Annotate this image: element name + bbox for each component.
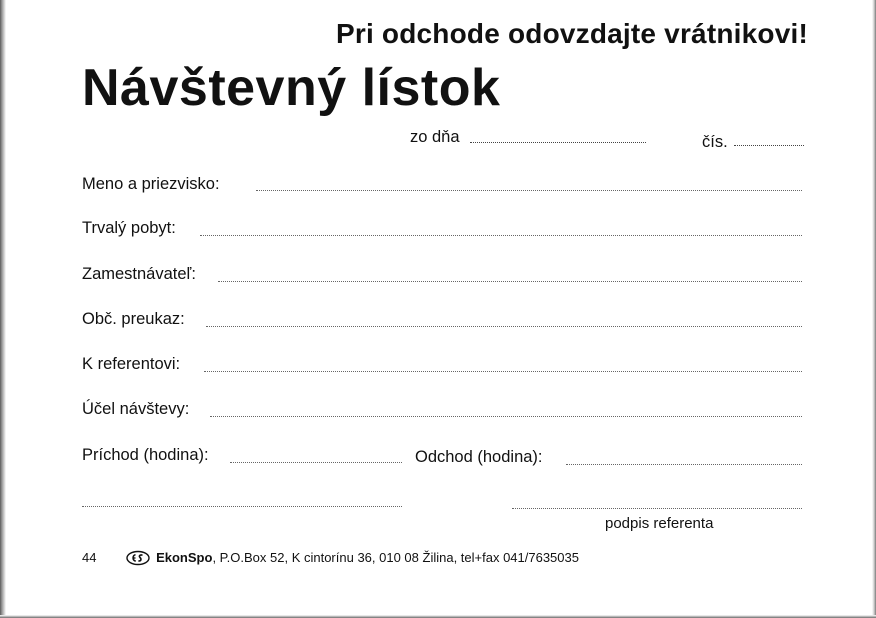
scan-edge-left [0,0,6,618]
ekonspo-logo-icon [126,550,150,569]
page-number: 44 [82,550,97,565]
residence-label: Trvalý pobyt: [82,219,176,237]
arrival-field[interactable] [230,462,402,463]
page-title: Návštevný lístok [82,59,501,117]
return-notice: Pri odchode odovzdajte vrátnikovi! [336,18,808,49]
employer-label: Zamestnávateľ: [82,265,196,283]
referent-field[interactable] [204,371,802,372]
number-label: čís. [702,133,728,151]
visitor-signature-line[interactable] [82,506,402,507]
date-field[interactable] [470,142,646,143]
departure-label: Odchod (hodina): [415,448,543,466]
publisher-footer [82,550,579,569]
publisher-address: , P.O.Box 52, K cintorínu 36, 010 08 Žilina, tel+fax 041/7635035 [212,550,579,565]
arrival-label: Príchod (hodina): [82,446,209,464]
signature-label: podpis referenta [605,515,714,532]
purpose-field[interactable] [210,416,802,417]
number-field[interactable] [734,145,804,146]
referent-signature-line[interactable] [512,508,802,509]
employer-field[interactable] [218,281,802,282]
scan-edge-right [872,0,876,618]
residence-field[interactable] [200,235,802,236]
purpose-label: Účel návštevy: [82,400,190,418]
departure-field[interactable] [566,464,802,465]
referent-label: K referentovi: [82,355,181,373]
name-field[interactable] [256,190,802,191]
brand-name: EkonSpo [156,550,213,565]
date-label: zo dňa [410,128,460,146]
id-card-label: Obč. preukaz: [82,310,185,328]
name-label: Meno a priezvisko: [82,175,220,193]
id-card-field[interactable] [206,326,802,327]
